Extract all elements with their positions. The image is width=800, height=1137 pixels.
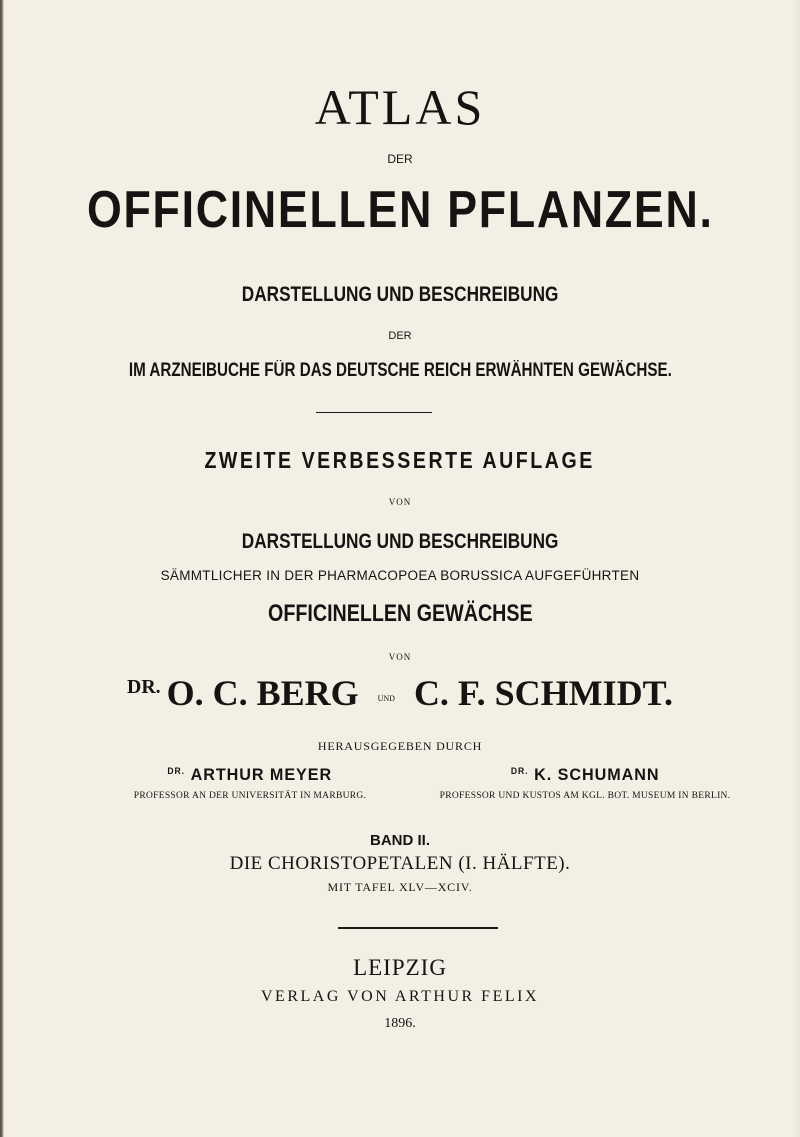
edition: ZWEITE VERBESSERTE AUFLAGE (204, 447, 596, 473)
editor-meyer (70, 765, 430, 801)
description-article: DER (388, 330, 412, 342)
divider-rule (316, 412, 432, 413)
volume-title: DIE CHORISTOPETALEN (I. HÄLFTE). (229, 853, 571, 874)
editor-affiliation: PROFESSOR UND KUSTOS AM KGL. BOT. MUSEUM IN BERLIN. (439, 791, 731, 801)
description-line-2: IM ARZNEIBUCHE FÜR DAS DEUTSCHE REICH ERWÄHNTEN GEWÄCHSE. (128, 360, 672, 381)
by-label-1: VON (388, 497, 412, 507)
publisher-name: VERLAG VON ARTHUR FELIX (260, 988, 540, 1005)
original-authors (0, 672, 800, 714)
original-subtitle: SÄMMTLICHER IN DER PHARMACOPOEA BORUSSICA AUFGEFÜHRTEN (160, 568, 640, 583)
editors-intro: HERAUSGEGEBEN DURCH (317, 739, 483, 753)
editor-name: K. SCHUMANN (533, 765, 660, 784)
edition-wrapper (0, 447, 800, 474)
editor-doctor-title: DR. (167, 766, 186, 776)
subtitle-wrapper (0, 180, 800, 240)
description-line-1: DARSTELLUNG UND BESCHREIBUNG (241, 283, 559, 306)
author-berg: O. C. BERG (166, 673, 359, 713)
editor-schumann (405, 765, 765, 801)
editor-doctor-title: DR. (510, 766, 529, 776)
conjunction: UND (377, 694, 395, 703)
description-line-1-wrapper (0, 283, 800, 307)
by-label-2: VON (388, 652, 412, 662)
original-plants: OFFICINELLEN GEWÄCHSE (267, 600, 533, 627)
publisher-city: LEIPZIG (353, 955, 447, 980)
editor-affiliation: PROFESSOR AN DER UNIVERSITÄT IN MARBURG. (133, 791, 367, 801)
original-plants-wrapper (0, 600, 800, 628)
volume-number: BAND II. (370, 832, 430, 849)
subtitle: OFFICINELLEN PFLANZEN. (86, 181, 714, 239)
title-article: DER (387, 152, 413, 166)
plates-range: MIT TAFEL XLV—XCIV. (327, 880, 473, 894)
description-line-2-wrapper (0, 360, 800, 382)
doctor-title: DR. (127, 676, 161, 699)
publisher-rule (338, 927, 498, 929)
editor-name: ARTHUR MEYER (190, 765, 333, 784)
original-title-wrapper (0, 530, 800, 554)
author-schmidt: C. F. SCHMIDT. (413, 673, 673, 713)
main-title: ATLAS (314, 79, 486, 135)
original-title: DARSTELLUNG UND BESCHREIBUNG (241, 530, 559, 553)
publication-year: 1896. (384, 1016, 416, 1031)
